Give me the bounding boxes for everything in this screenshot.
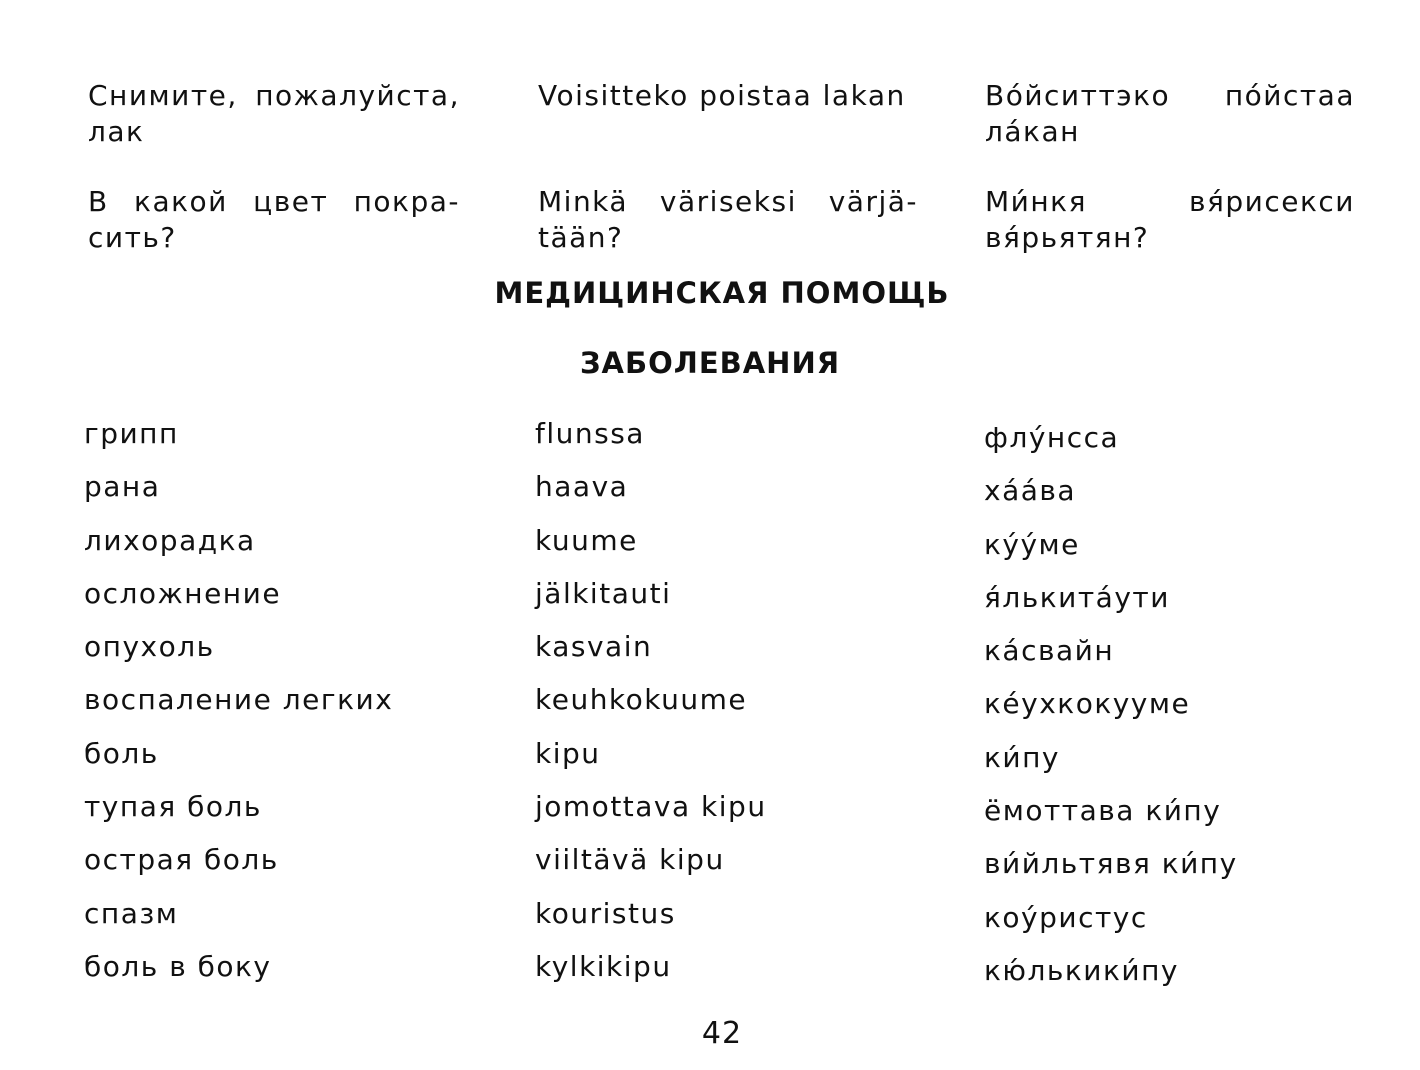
word-transcription: ка́свайн (984, 634, 1115, 668)
vocabulary-row (0, 521, 1420, 574)
phrase-transcription: Во́йситтэко по́йстаа ла́кан (985, 79, 1355, 148)
word-transcription: флу́нсса (984, 421, 1120, 454)
word-finnish: haava (535, 470, 629, 504)
vocabulary-row (0, 894, 1420, 947)
word-russian: рана (84, 470, 161, 504)
vocabulary-row (0, 467, 1420, 520)
word-russian: боль в боку (84, 949, 272, 983)
word-finnish: jomottava kipu (535, 790, 767, 824)
word-russian: лихорадка (84, 523, 256, 557)
word-transcription: ку́у́ме (984, 527, 1080, 561)
phrase-row (0, 184, 1420, 284)
vocabulary-row (0, 680, 1420, 733)
word-finnish: kuume (535, 523, 638, 557)
word-finnish: jälkitauti (535, 576, 672, 610)
word-russian: спазм (84, 896, 179, 930)
word-russian: тупая боль (84, 790, 262, 824)
phrase-transcription: Ми́нкя вя́рисекси вя́рьятян? (985, 185, 1355, 254)
section-heading: МЕДИЦИНСКАЯ ПОМОЩЬ (494, 276, 950, 310)
vocabulary-row (0, 627, 1420, 680)
subsection-heading: ЗАБОЛЕВАНИЯ (579, 346, 841, 380)
word-transcription: ёмоттава ки́пу (984, 794, 1222, 828)
word-finnish: flunssa (535, 417, 645, 450)
vocabulary-row (0, 840, 1420, 893)
word-transcription: коу́ристус (984, 900, 1148, 934)
vocabulary-row (0, 574, 1420, 627)
word-russian: воспаление легких (84, 683, 394, 717)
phrase-finnish: Voisitteko poistaa lakan (538, 79, 906, 112)
word-transcription: ха́а́ва (984, 474, 1077, 508)
word-finnish: kasvain (535, 630, 653, 664)
word-finnish: kipu (535, 736, 601, 770)
phrase-russian: В какой цвет покра-сить? (88, 185, 460, 254)
word-russian: осложнение (84, 576, 282, 610)
phrase-russian: Снимите, пожалуйста, лак (88, 79, 460, 148)
word-finnish: kylkikipu (535, 949, 672, 983)
word-russian: грипп (84, 417, 179, 450)
word-russian: опухоль (84, 630, 215, 664)
vocabulary-list (0, 414, 1420, 1000)
word-transcription: ки́пу (984, 740, 1060, 774)
word-finnish: keuhkokuume (535, 683, 748, 717)
word-transcription: ви́йльтявя ки́пу (984, 847, 1238, 881)
word-finnish: kouristus (535, 896, 676, 930)
word-russian: боль (84, 736, 159, 770)
vocabulary-row (0, 414, 1420, 467)
word-transcription: ке́ухкокууме (984, 687, 1191, 721)
word-finnish: viiltävä kipu (535, 843, 725, 877)
vocabulary-row (0, 947, 1420, 1000)
phrase-row (0, 78, 1420, 178)
page-number: 42 (701, 1016, 743, 1051)
phrase-finnish: Minkä väriseksi värjä-tään? (538, 185, 918, 254)
word-russian: острая боль (84, 843, 279, 877)
vocabulary-row (0, 734, 1420, 787)
word-transcription: кю́лькики́пу (984, 953, 1179, 987)
vocabulary-row (0, 787, 1420, 840)
word-transcription: я́лькита́ути (984, 580, 1170, 614)
